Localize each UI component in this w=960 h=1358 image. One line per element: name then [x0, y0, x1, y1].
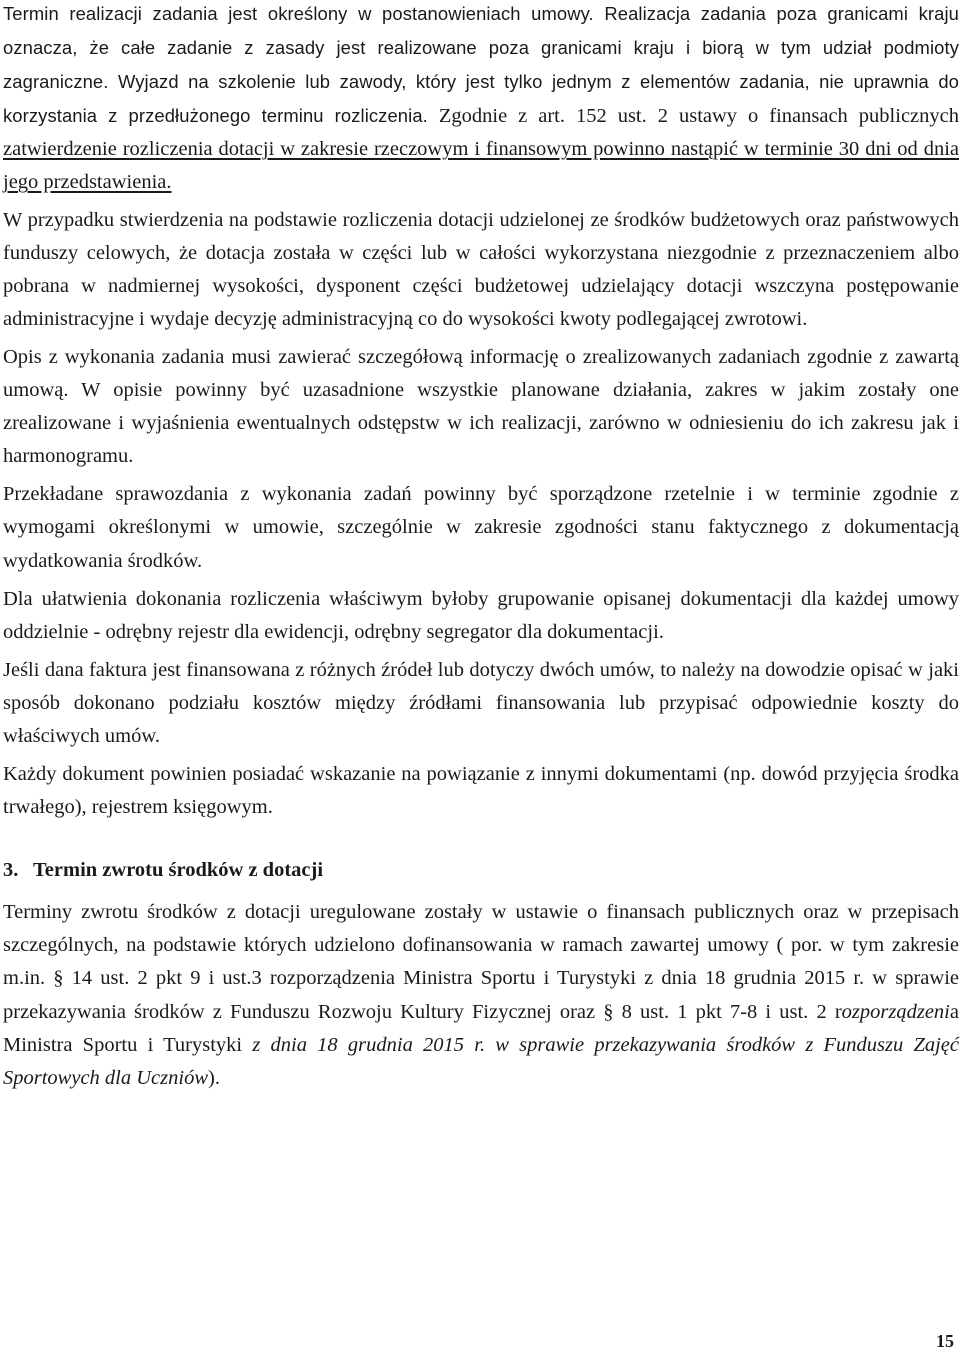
paragraph-reports: [3, 478, 959, 577]
paragraph-text: Wyjazd na szkolenie lub zawody, który jest tylko jednym z elementów zadania, nie uprawnia do korzystania z przedłużonego terminu rozliczenia.: [3, 71, 959, 127]
paragraph-text: ).: [208, 1066, 220, 1089]
page-number: 15: [936, 1331, 954, 1351]
paragraph-text: Każdy dokument powinien posiadać wskazanie na powiązanie z innymi dokumentami (np. dowód przyjęcia środka trwałego), rejestrem księgowym.: [3, 763, 959, 819]
paragraph-misuse-procedure: [3, 204, 959, 336]
italic-text: z dnia 18 grudnia 2015 r. w sprawie przekazywania środków z Funduszu Zajęć Sportowych dla Uczniów: [3, 1033, 959, 1089]
paragraph-task-description: [3, 341, 959, 473]
paragraph-text: Jeśli dana faktura jest finansowana z różnych źródeł lub dotyczy dwóch umów, to należy na dowodzie opisać w jaki sposób dokonano podziału kosztów między źródłami finansowania lub przypisać odpowiednie koszty do właściwych umów.: [3, 658, 959, 747]
paragraph-text: W przypadku stwierdzenia na podstawie rozliczenia dotacji udzielonej ze środków budżetowych oraz państwowych funduszy celowych, że dotacja została w części lub w całości wykorzystana niezgodnie z przeznaczeniem albo pobrana w nadmiernej wysokości, dysponent części budżetowej udzielający dotacji wszczyna postępowanie administracyjne i wydaje decyzję administracyjną co do wysokości kwoty podlegającej zwrotowi.: [3, 208, 959, 330]
section-title: Termin zwrotu środków z dotacji: [33, 859, 324, 882]
section-number: 3.: [3, 859, 19, 882]
paragraph-text: Zgodnie z art. 152 ust. 2 ustawy o finansach publicznych: [427, 105, 959, 128]
underlined-text: zatwierdzenie rozliczenia dotacji w zakresie rzeczowym i finansowym powinno nastąpić w terminie 30 dni od dnia jego przedstawienia.: [3, 138, 959, 194]
italic-text: ozporządzeni: [841, 1000, 950, 1023]
paragraph-document-links: [3, 758, 959, 824]
paragraph-text: Dla ułatwienia dokonania rozliczenia właściwym byłoby grupowanie opisanej dokumentacji dla każdej umowy oddzielnie - odrębny rejestr dla ewidencji, odrębny segregator dla dokumentacji.: [3, 587, 959, 643]
paragraph-text: Termin realizacji zadania jest określony w postanowieniach umowy. Realizacja zadania poza granicami kraju oznacza, że całe zadanie z zasady jest realizowane poza granicami kraju i biorą w tym udział podmioty zagraniczne.: [3, 3, 959, 93]
paragraph-refund-deadlines: [3, 896, 959, 1095]
paragraph-text: Terminy zwrotu środków z dotacji uregulowane zostały w ustawie o finansach publicznych oraz w przepisach szczególnych, na podstawie których udzielono dofinansowania w ramach zawartej umowy ( por. w tym zakresie m.in. § 14 ust. 2 pkt 9 i ust.3 rozporządzenia Ministra Sportu i Turystyki z dnia 18 grudnia 2015 r. w sprawie przekazywania środków z Funduszu Rozwoju Kultury Fizycznej oraz § 8 ust. 1 pkt 7-8 i ust. 2 r: [3, 901, 959, 1023]
paragraph-settlement-deadline: [3, 0, 959, 200]
paragraph-documentation-grouping: [3, 583, 959, 649]
paragraph-text: a Ministra Sportu i Turystyki: [3, 1000, 959, 1056]
paragraph-text: Opis z wykonania zadania musi zawierać szczegółową informację o zrealizowanych zadaniach zgodnie z zawartą umową. W opisie powinny być uzasadnione wszystkie planowane działania, zakres w jakim zostały one zrealizowane i wyjaśnienia ewentualnych odstępstw w ich realizacji, zarówno w odniesieniu do ich zakresu jak i harmonogramu.: [3, 345, 959, 468]
section-heading: [3, 854, 960, 887]
paragraph-invoice-split: [3, 654, 959, 753]
paragraph-text: Przekładane sprawozdania z wykonania zadań powinny być sporządzone rzetelnie i w terminie zgodnie z wymogami określonymi w umowie, szczególnie w zakresie zgodności stanu faktycznego z dokumentacją wydatkowania środków.: [3, 483, 959, 572]
